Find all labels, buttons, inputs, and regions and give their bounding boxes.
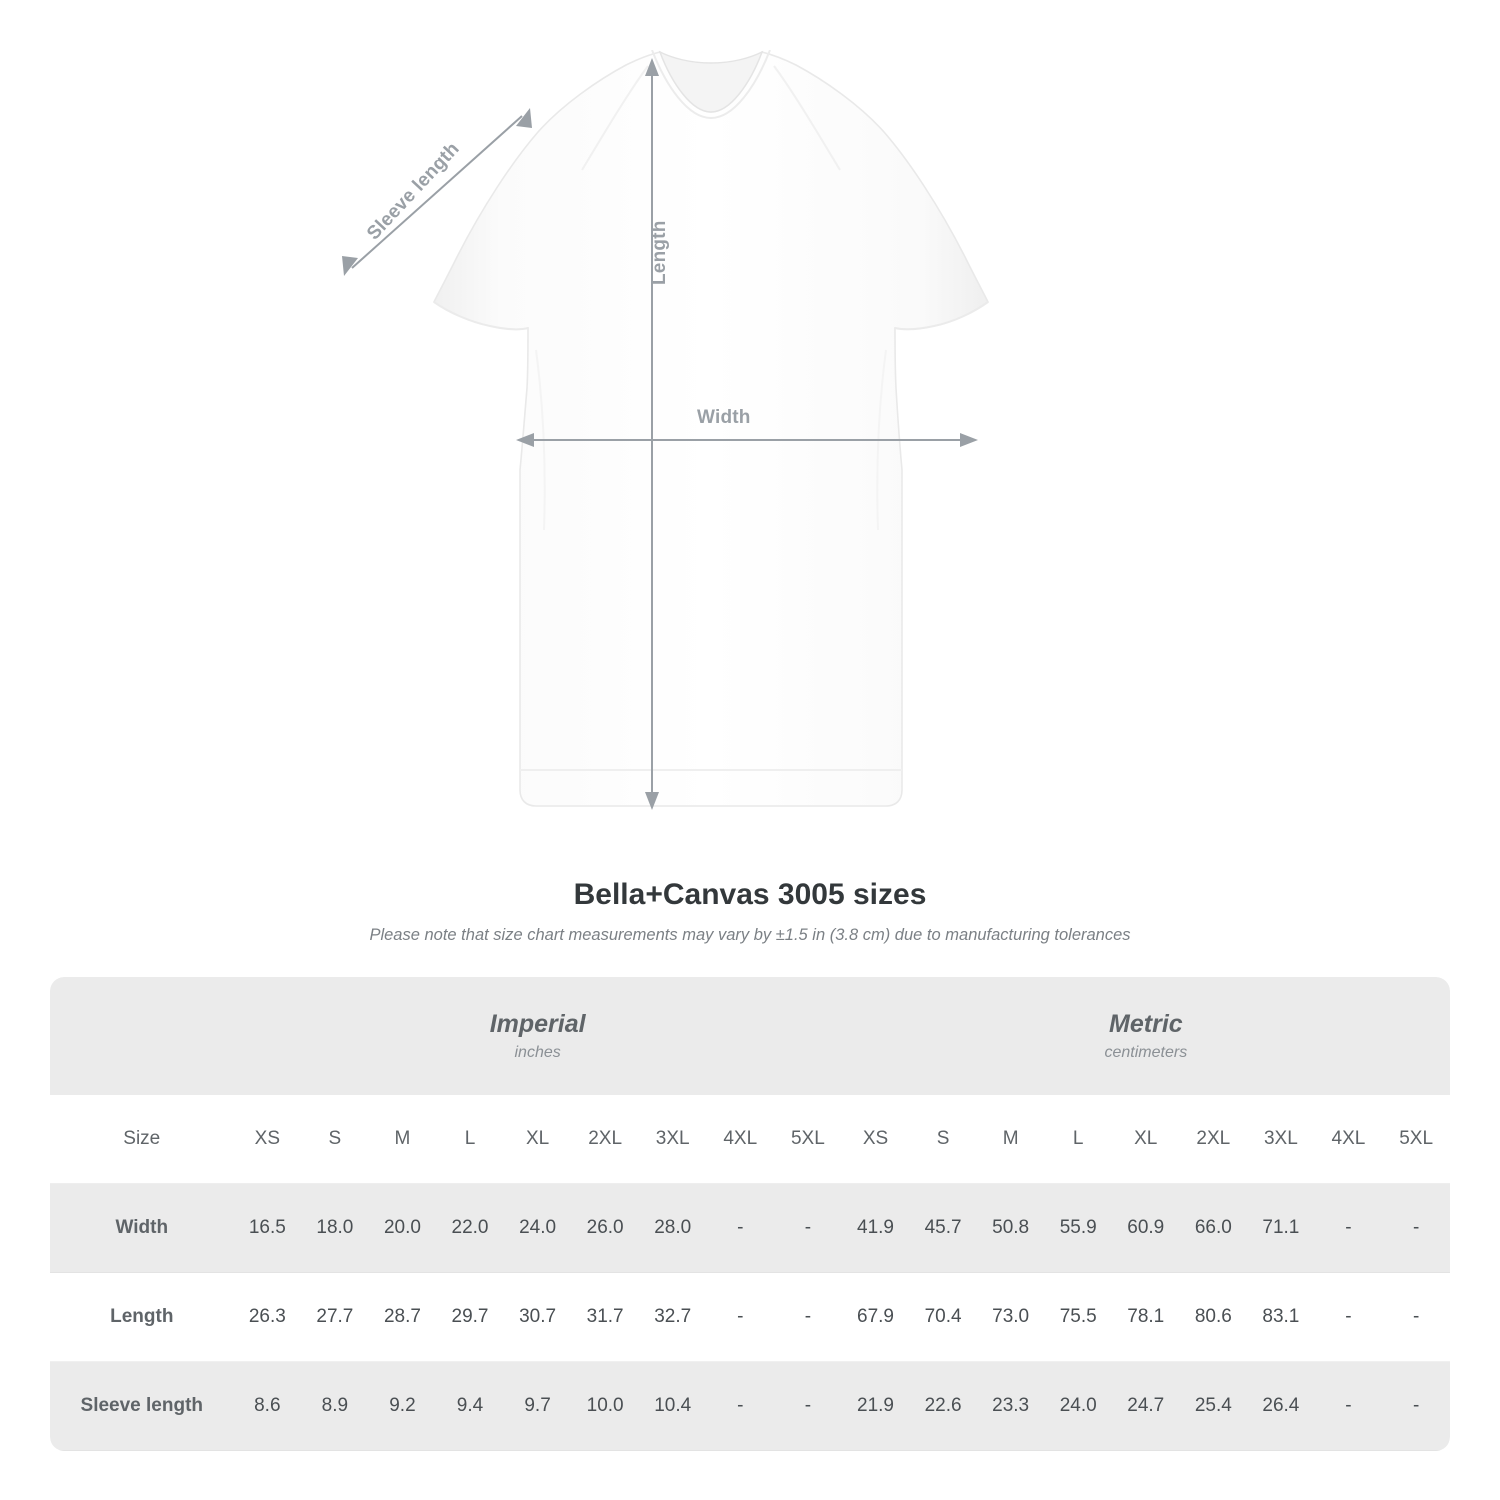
cell-sleeve-imperial-5xl: - xyxy=(774,1362,842,1451)
unit-header-spacer xyxy=(50,977,234,1095)
cell-sleeve-metric-3xl: 26.4 xyxy=(1247,1362,1315,1451)
cell-sleeve-imperial-xs: 8.6 xyxy=(234,1362,302,1451)
cell-length-metric-m: 73.0 xyxy=(977,1273,1045,1362)
cell-width-imperial-3xl: 28.0 xyxy=(639,1184,707,1273)
size-header-imperial-xl: XL xyxy=(504,1095,572,1184)
cell-sleeve-metric-5xl: - xyxy=(1382,1362,1450,1451)
row-label-sleeve-length: Sleeve length xyxy=(50,1362,234,1451)
cell-sleeve-metric-2xl: 25.4 xyxy=(1180,1362,1248,1451)
size-chart-table-wrapper xyxy=(50,977,1450,1451)
size-header-metric-xs: XS xyxy=(842,1095,910,1184)
cell-length-metric-2xl: 80.6 xyxy=(1180,1273,1248,1362)
cell-length-imperial-5xl: - xyxy=(774,1273,842,1362)
size-header-metric-l: L xyxy=(1044,1095,1112,1184)
size-header-imperial-xs: XS xyxy=(234,1095,302,1184)
cell-length-imperial-2xl: 31.7 xyxy=(571,1273,639,1362)
cell-length-metric-l: 75.5 xyxy=(1044,1273,1112,1362)
imperial-label: Imperial xyxy=(489,1009,586,1038)
cell-width-imperial-4xl: - xyxy=(706,1184,774,1273)
cell-length-metric-xs: 67.9 xyxy=(842,1273,910,1362)
imperial-sub-label: inches xyxy=(514,1044,561,1062)
cell-width-metric-4xl: - xyxy=(1315,1184,1383,1273)
size-header-imperial-2xl: 2XL xyxy=(571,1095,639,1184)
cell-width-metric-xl: 60.9 xyxy=(1112,1184,1180,1273)
size-header-row xyxy=(50,1095,1450,1184)
cell-sleeve-metric-xl: 24.7 xyxy=(1112,1362,1180,1451)
cell-sleeve-metric-xs: 21.9 xyxy=(842,1362,910,1451)
size-header-metric-m: M xyxy=(977,1095,1045,1184)
cell-width-imperial-xl: 24.0 xyxy=(504,1184,572,1273)
length-dimension-label: Length xyxy=(649,220,670,285)
cell-length-metric-4xl: - xyxy=(1315,1273,1383,1362)
row-label-width: Width xyxy=(50,1184,234,1273)
size-header-imperial-m: M xyxy=(369,1095,437,1184)
title-block xyxy=(0,878,1500,945)
cell-sleeve-metric-l: 24.0 xyxy=(1044,1362,1112,1451)
cell-length-imperial-xs: 26.3 xyxy=(234,1273,302,1362)
cell-sleeve-imperial-l: 9.4 xyxy=(436,1362,504,1451)
cell-width-imperial-s: 18.0 xyxy=(301,1184,369,1273)
cell-width-metric-xs: 41.9 xyxy=(842,1184,910,1273)
cell-width-imperial-l: 22.0 xyxy=(436,1184,504,1273)
cell-width-metric-3xl: 71.1 xyxy=(1247,1184,1315,1273)
size-header-imperial-s: S xyxy=(301,1095,369,1184)
size-header-metric-2xl: 2XL xyxy=(1180,1095,1248,1184)
cell-sleeve-metric-m: 23.3 xyxy=(977,1362,1045,1451)
width-dimension-label: Width xyxy=(697,407,751,428)
table-row xyxy=(50,1184,1450,1273)
cell-width-imperial-m: 20.0 xyxy=(369,1184,437,1273)
row-label-length: Length xyxy=(50,1273,234,1362)
size-column-header: Size xyxy=(50,1095,234,1184)
size-header-imperial-4xl: 4XL xyxy=(706,1095,774,1184)
cell-length-imperial-m: 28.7 xyxy=(369,1273,437,1362)
size-header-metric-xl: XL xyxy=(1112,1095,1180,1184)
cell-width-metric-s: 45.7 xyxy=(909,1184,977,1273)
cell-length-imperial-s: 27.7 xyxy=(301,1273,369,1362)
cell-width-imperial-xs: 16.5 xyxy=(234,1184,302,1273)
cell-width-metric-5xl: - xyxy=(1382,1184,1450,1273)
cell-length-metric-3xl: 83.1 xyxy=(1247,1273,1315,1362)
unit-header-row xyxy=(50,977,1450,1095)
size-header-metric-5xl: 5XL xyxy=(1382,1095,1450,1184)
cell-length-imperial-3xl: 32.7 xyxy=(639,1273,707,1362)
tolerance-note: Please note that size chart measurements may vary by ±1.5 in (3.8 cm) due to manufacturing tolerances xyxy=(369,926,1131,944)
cell-sleeve-metric-s: 22.6 xyxy=(909,1362,977,1451)
metric-unit-header xyxy=(842,977,1450,1095)
cell-length-imperial-l: 29.7 xyxy=(436,1273,504,1362)
cell-length-imperial-xl: 30.7 xyxy=(504,1273,572,1362)
table-row xyxy=(50,1273,1450,1362)
size-chart-table xyxy=(50,977,1450,1451)
cell-width-metric-m: 50.8 xyxy=(977,1184,1045,1273)
imperial-unit-header xyxy=(234,977,842,1095)
size-header-imperial-l: L xyxy=(436,1095,504,1184)
metric-label: Metric xyxy=(1109,1009,1183,1038)
size-header-metric-s: S xyxy=(909,1095,977,1184)
cell-sleeve-imperial-2xl: 10.0 xyxy=(571,1362,639,1451)
page-title: Bella+Canvas 3005 sizes xyxy=(573,878,927,911)
size-header-metric-4xl: 4XL xyxy=(1315,1095,1383,1184)
cell-length-imperial-4xl: - xyxy=(706,1273,774,1362)
metric-sub-label: centimeters xyxy=(1104,1044,1188,1062)
cell-width-metric-l: 55.9 xyxy=(1044,1184,1112,1273)
cell-sleeve-imperial-m: 9.2 xyxy=(369,1362,437,1451)
cell-length-metric-s: 70.4 xyxy=(909,1273,977,1362)
size-header-metric-3xl: 3XL xyxy=(1247,1095,1315,1184)
size-header-imperial-3xl: 3XL xyxy=(639,1095,707,1184)
sleeve-length-dimension-label: Sleeve length xyxy=(363,138,464,245)
cell-width-metric-2xl: 66.0 xyxy=(1180,1184,1248,1273)
cell-sleeve-imperial-s: 8.9 xyxy=(301,1362,369,1451)
cell-sleeve-imperial-4xl: - xyxy=(706,1362,774,1451)
table-row xyxy=(50,1362,1450,1451)
size-header-imperial-5xl: 5XL xyxy=(774,1095,842,1184)
cell-sleeve-imperial-3xl: 10.4 xyxy=(639,1362,707,1451)
cell-width-imperial-5xl: - xyxy=(774,1184,842,1273)
cell-length-metric-xl: 78.1 xyxy=(1112,1273,1180,1362)
cell-length-metric-5xl: - xyxy=(1382,1273,1450,1362)
cell-sleeve-imperial-xl: 9.7 xyxy=(504,1362,572,1451)
cell-width-imperial-2xl: 26.0 xyxy=(571,1184,639,1273)
cell-sleeve-metric-4xl: - xyxy=(1315,1362,1383,1451)
